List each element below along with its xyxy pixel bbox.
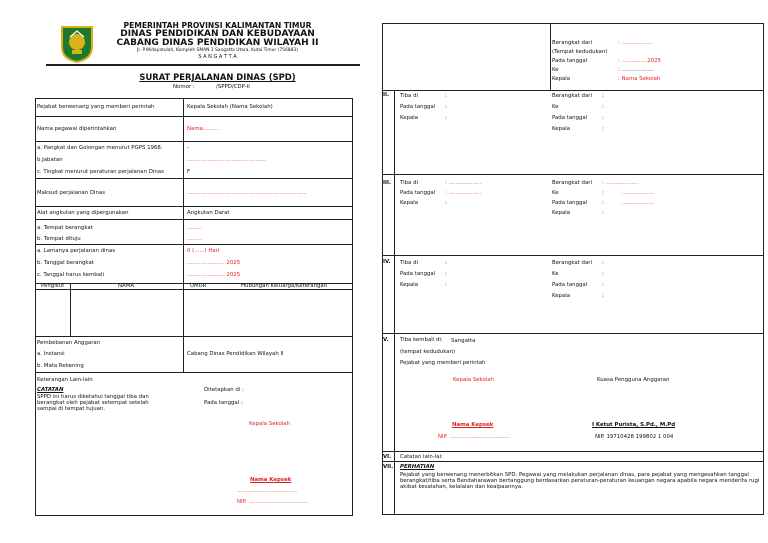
ii-kepala2-label: Kepala bbox=[552, 126, 571, 132]
iv-kepala-label: Kepala bbox=[400, 282, 419, 288]
r10-label: Keterangan Lain-lain bbox=[37, 377, 93, 383]
section-ii-number: II. bbox=[383, 92, 390, 98]
section-v-number: V. bbox=[383, 337, 389, 343]
r7a-label: a. Lamanya perjalanan dinas bbox=[37, 248, 116, 254]
ii-berangkat-label: Berangkat dari bbox=[552, 93, 592, 99]
r9-value: Cabang Dinas Pendidikan Wilayah II bbox=[187, 351, 284, 357]
iv-berangkat-label: Berangkat dari bbox=[552, 260, 592, 266]
iii-kepala-colon: : bbox=[445, 200, 447, 206]
v-kepala-sekolah: Kepala Sekolah bbox=[453, 377, 495, 383]
iv-tiba-label: Tiba di bbox=[400, 260, 418, 266]
iii-tiba-label: Tiba di bbox=[400, 180, 418, 186]
pengikut-label: Pengikut bbox=[41, 283, 65, 289]
r5-label: Alat angkutan yang dipergunakan bbox=[37, 210, 129, 216]
iii-ke-label: Ke bbox=[552, 190, 559, 196]
nomor-value: /SPPD/CDP-II bbox=[216, 84, 250, 90]
section-vii-number: VII. bbox=[383, 464, 394, 470]
v-tempat-kedudukan: (tempat kedudukan) bbox=[400, 349, 456, 355]
section-vi-number: VI. bbox=[383, 454, 392, 460]
iv-pada2-label: Pada tanggal bbox=[552, 282, 588, 288]
iv-kepala-colon: : bbox=[445, 282, 447, 288]
ii-tiba-colon: : bbox=[445, 93, 447, 99]
province-logo bbox=[60, 25, 94, 63]
pada-tanggal-label: Pada tanggal : bbox=[204, 400, 243, 406]
iv-pada-colon: : bbox=[445, 271, 447, 277]
r3a-value: - bbox=[187, 145, 189, 151]
r5-value: Angkutan Darat bbox=[187, 210, 230, 216]
top-kepala-label: Kepala bbox=[552, 76, 571, 82]
iv-berangkat-colon: : bbox=[602, 260, 604, 266]
iii-kepala-label: Kepala bbox=[400, 200, 419, 206]
r3a-label: a. Pangkat dan Golongan menurut PGPS 1968. bbox=[37, 145, 163, 151]
r2-label: Nama pegawai diperintahkan bbox=[37, 126, 117, 132]
r3b-value: .............................................. bbox=[187, 157, 266, 163]
header-rule bbox=[46, 64, 360, 66]
nomor-label: Nomor : bbox=[173, 84, 195, 90]
nip-dots: NIP. ................................... bbox=[237, 499, 309, 505]
r7b-value: ...................... 2025 bbox=[187, 260, 241, 266]
r3c-label: c. Tingkat menurut peraturan perjalanan Dinas bbox=[37, 169, 164, 175]
iii-tiba-value: : ................... bbox=[445, 180, 482, 186]
r7c-value: ...................... 2025 bbox=[187, 272, 241, 278]
r7c-label: c. Tanggal harus kembali bbox=[37, 272, 104, 278]
iv-ke-colon: : bbox=[602, 271, 604, 277]
vii-perhatian-title: PERHATIAN bbox=[400, 464, 435, 470]
catatan-title: CATATAN bbox=[37, 387, 64, 393]
r9-label: Pembebanan Anggaran bbox=[37, 340, 101, 346]
top-ke-label: Ke bbox=[552, 67, 559, 73]
r9b-label: b. Mata Rekening bbox=[37, 363, 84, 369]
left-page bbox=[0, 0, 380, 543]
r6a-value: ......... bbox=[187, 225, 203, 231]
top-kepala-value: : Nama Sekolah bbox=[618, 76, 661, 82]
iii-pada2-value: ................... bbox=[622, 200, 655, 206]
r6a-label: a. Tempat berangkat bbox=[37, 225, 93, 231]
top-pada-label: Pada tanggal bbox=[552, 58, 588, 64]
iii-kepala2-label: Kepala bbox=[552, 210, 571, 216]
iv-kepala2-label: Kepala bbox=[552, 293, 571, 299]
ii-pada2-colon: : bbox=[602, 115, 604, 121]
kepala-sekolah-signature-title: Kepala Sekolah bbox=[249, 421, 291, 427]
ditetapkan-label: Ditetapkan di : bbox=[204, 387, 244, 393]
ii-ke-colon: : bbox=[602, 104, 604, 110]
umur-col-header: UMUR bbox=[190, 283, 207, 289]
vii-perhatian-body: Pejabat yang berwenang menerbitkan SPD. Pegawai yang melakukan perjalanan dinas, para pejabat yang mengesahkan tanggal berangkat/tiba serta Bendaharawan bertanggung berdasarkan peraturan-peraturan keuangan negara apabila negara menderita rugi akibat kesalahan, kelalaian dan kealpaannya. bbox=[400, 472, 760, 491]
r6b-value: ......... bbox=[187, 236, 203, 242]
iv-pada2-colon: : bbox=[602, 282, 604, 288]
iii-pada2-colon: : bbox=[602, 200, 604, 206]
ii-tiba-label: Tiba di bbox=[400, 93, 418, 99]
r3c-value: F bbox=[187, 169, 191, 175]
top-ke-value: : ................... bbox=[618, 67, 655, 73]
iii-ke-value: ................... bbox=[622, 190, 655, 196]
r7a-value: 0 (......) Hari bbox=[187, 248, 220, 254]
iii-berangkat-value: : ................... bbox=[602, 180, 639, 186]
iii-kepala2-colon: : bbox=[602, 210, 604, 216]
iii-berangkat-label: Berangkat dari bbox=[552, 180, 592, 186]
v-tiba-kembali-value: Sangatta bbox=[451, 338, 476, 344]
top-tempat-kedudukan: (Tempat kedudukan) bbox=[552, 49, 608, 55]
top-pada-value: : ...............2025 bbox=[618, 58, 661, 64]
iv-ke-label: Ke bbox=[552, 271, 559, 277]
iv-pada-label: Pada tanggal bbox=[400, 271, 436, 277]
r9a-label: a. Instansi bbox=[37, 351, 65, 357]
vi-catatan-label: Catatan lain-lai: bbox=[400, 454, 443, 460]
catatan-body: SPPD ini harus diketahui tanggal tiba dan berangkat oleh pejabat setempat setelah sampai di tempat tujuan. bbox=[37, 394, 149, 413]
v-kpa-name: I Ketut Purista, S.Pd., M.Pd bbox=[592, 422, 676, 428]
r7b-label: b. Tanggal berangkat bbox=[37, 260, 94, 266]
ii-kepala-label: Kepala bbox=[400, 115, 419, 121]
r3b-label: b.Jabatan bbox=[37, 157, 63, 163]
r4-label: Maksud perjalanan Dinas bbox=[37, 190, 106, 196]
v-kuasa-pengguna: Kuasa Pengguna Anggaran bbox=[597, 377, 670, 383]
header-line-1: PEMERINTAH PROVINSI KALIMANTAN TIMUR bbox=[123, 21, 312, 30]
r1-label: Pejabat berwenang yang memberi perintah bbox=[37, 104, 155, 110]
header-line-2: DINAS PENDIDIKAN DAN KEBUDAYAAN bbox=[120, 29, 315, 39]
r4-value: ...................................................................... bbox=[187, 190, 307, 196]
header-line-3: CABANG DINAS PENDIDIKAN WILAYAH II bbox=[116, 38, 319, 48]
iii-ke-colon: : bbox=[602, 190, 604, 196]
nama-kepsek: Nama Kepsek bbox=[250, 477, 292, 483]
top-berangkat-value: : .................. bbox=[618, 40, 653, 46]
ii-ke-label: Ke bbox=[552, 104, 559, 110]
iii-pada-value: : ................... bbox=[445, 190, 482, 196]
v-tiba-kembali-label: Tiba kembali di: bbox=[400, 337, 443, 343]
r2-value: Nama.......... bbox=[187, 126, 221, 132]
signature-dots: ................................... bbox=[237, 488, 297, 494]
nama-col-header: NAMA bbox=[118, 283, 135, 289]
ii-pada2-label: Pada tanggal bbox=[552, 115, 588, 121]
document-title: SURAT PERJALANAN DINAS (SPD) bbox=[139, 72, 296, 82]
header-address: Jl. P.Widayatulah, Kompleh SMAN 1 Sangatta Utara, Kutai Timur (756883) bbox=[137, 48, 298, 53]
v-nama-kepsek: Nama Kepsek bbox=[452, 422, 494, 428]
iii-pada-label: Pada tanggal bbox=[400, 190, 436, 196]
section-iii-number: III. bbox=[383, 180, 392, 186]
right-page bbox=[380, 0, 768, 543]
hubungan-col-header: Hubungan Keluarga/Keterangan bbox=[241, 283, 328, 289]
ii-pada-colon: : bbox=[445, 104, 447, 110]
ii-berangkat-colon: : bbox=[602, 93, 604, 99]
v-pejabat-label: Pejabat yang memberi perintah bbox=[400, 360, 486, 366]
iv-kepala2-colon: : bbox=[602, 293, 604, 299]
section-iv-number: IV. bbox=[383, 259, 391, 265]
ii-pada-label: Pada tanggal bbox=[400, 104, 436, 110]
ii-kepala2-colon: : bbox=[602, 126, 604, 132]
v-kpa-nip: NIP. 19710428 199802 1 004 bbox=[595, 434, 674, 440]
r6b-label: b. Tempat dituju bbox=[37, 236, 81, 242]
r1-value: Kepala Sekolah (Nama Sekolah) bbox=[187, 104, 273, 110]
iv-tiba-colon: : bbox=[445, 260, 447, 266]
ii-kepala-colon: : bbox=[445, 115, 447, 121]
v-nip-dots: NIP. ................................... bbox=[438, 434, 510, 440]
top-berangkat-label: Berangkat dari bbox=[552, 40, 592, 46]
iii-pada2-label: Pada tanggal bbox=[552, 200, 588, 206]
header-city: S A N G A T T A bbox=[198, 54, 237, 60]
